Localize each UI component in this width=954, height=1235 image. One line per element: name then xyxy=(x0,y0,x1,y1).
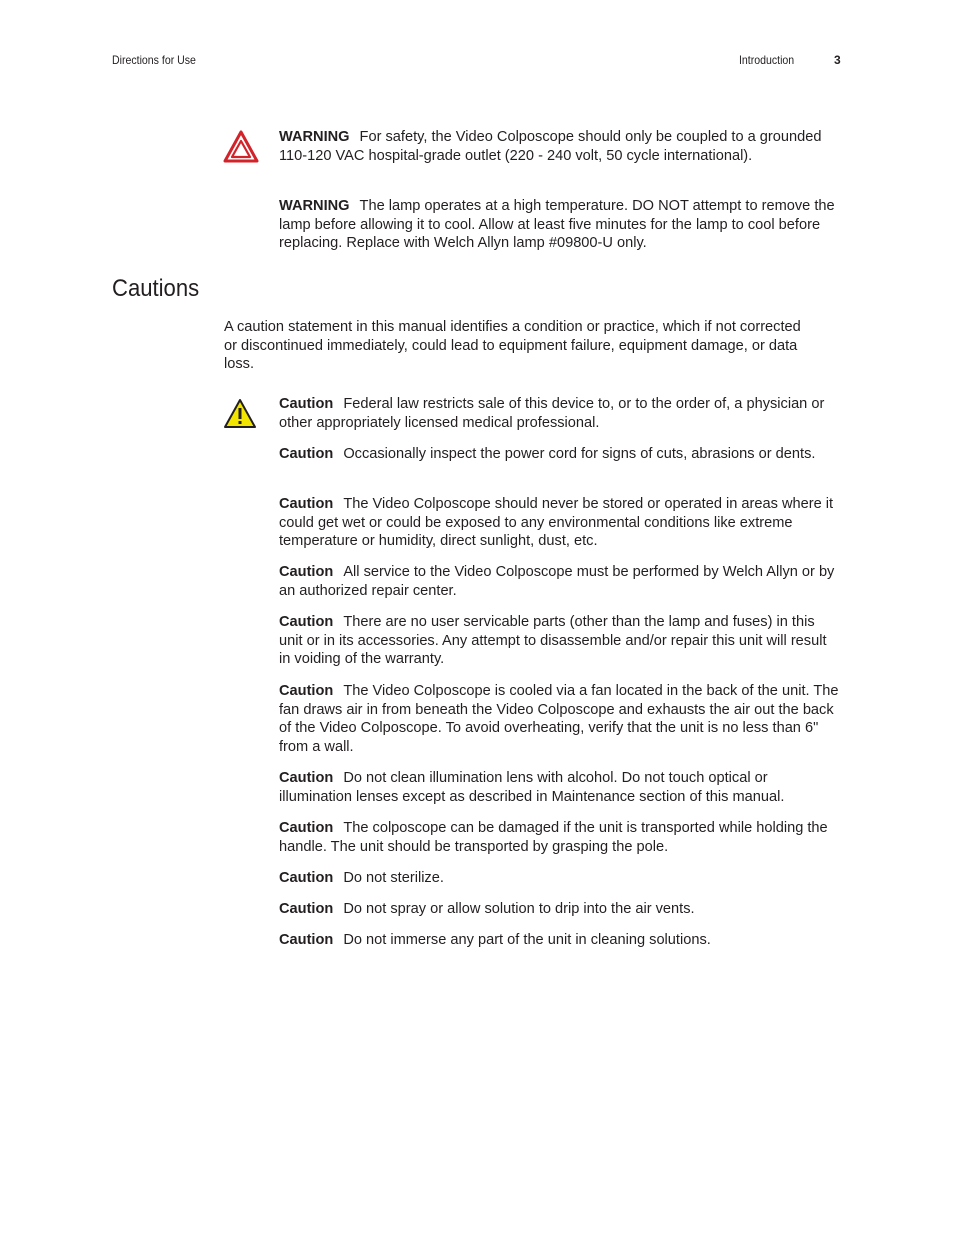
warning-text: The lamp operates at a high temperature. DO NOT attempt to remove the lamp before allowing it to cool. Allow at least five minutes for the lamp to cool before replacing. Replace with Welch Allyn lamp #09800-U only. xyxy=(279,198,835,252)
warning-label: WARNING xyxy=(279,198,350,214)
caution-text: Occasionally inspect the power cord for signs of cuts, abrasions or dents. xyxy=(343,446,816,462)
caution-text: Federal law restricts sale of this device to, or to the order of, a physician or other appropriately licensed medical professional. xyxy=(279,396,825,431)
caution-entry xyxy=(279,682,839,757)
caution-text: There are no user servicable parts (other than the lamp and fuses) in this unit or in its accessories. Any attempt to disassemble and/or repair this unit will result in voiding of the warranty. xyxy=(279,614,827,668)
caution-entry xyxy=(279,931,839,950)
caution-label: Caution xyxy=(279,683,334,699)
caution-entry xyxy=(279,563,839,600)
caution-label: Caution xyxy=(279,496,334,512)
section-intro: A caution statement in this manual identifies a condition or practice, which if not corrected or discontinued immediately, could lead to equipment failure, equipment damage, or data loss. xyxy=(224,319,801,373)
caution-label: Caution xyxy=(279,614,334,630)
caution-entry xyxy=(279,495,839,551)
caution-entry xyxy=(279,900,839,919)
caution-text: Do not immerse any part of the unit in cleaning solutions. xyxy=(343,932,711,948)
caution-text: Do not spray or allow solution to drip into the air vents. xyxy=(343,901,695,917)
warning-entry xyxy=(279,128,839,165)
caution-triangle-icon xyxy=(223,398,257,429)
caution-entry xyxy=(279,395,839,432)
caution-text: Do not sterilize. xyxy=(343,870,444,886)
warning-entry xyxy=(279,197,839,253)
header-section-title: Introduction xyxy=(739,53,795,67)
caution-label: Caution xyxy=(279,770,334,786)
caution-text: All service to the Video Colposcope must be performed by Welch Allyn or by an authorized repair center. xyxy=(279,564,835,599)
caution-label: Caution xyxy=(279,564,334,580)
caution-text: The Video Colposcope should never be stored or operated in areas where it could get wet or could be exposed to any environmental conditions like extreme temperature or humidity, direct sunlight, dust, etc. xyxy=(279,496,834,550)
caution-text: Do not clean illumination lens with alcohol. Do not touch optical or illumination lenses except as described in Maintenance section of this manual. xyxy=(279,770,785,805)
caution-label: Caution xyxy=(279,446,334,462)
caution-label: Caution xyxy=(279,870,334,886)
caution-entry xyxy=(279,819,839,856)
warning-text: For safety, the Video Colposcope should only be coupled to a grounded 110-120 VAC hospital-grade outlet (220 - 240 volt, 50 cycle international). xyxy=(279,129,822,164)
header-doc-title: Directions for Use xyxy=(112,53,196,67)
caution-label: Caution xyxy=(279,932,334,948)
caution-entry xyxy=(279,445,839,464)
warning-label: WARNING xyxy=(279,129,350,145)
page-number: 3 xyxy=(834,53,841,67)
caution-label: Caution xyxy=(279,396,334,412)
caution-label: Caution xyxy=(279,820,334,836)
section-heading: Cautions xyxy=(112,275,200,302)
caution-entry xyxy=(279,869,839,888)
caution-text: The colposcope can be damaged if the unit is transported while holding the handle. The unit should be transported by grasping the pole. xyxy=(279,820,828,855)
caution-label: Caution xyxy=(279,901,334,917)
caution-entry xyxy=(279,769,839,806)
caution-entry xyxy=(279,613,839,669)
warning-triangle-icon xyxy=(223,130,259,163)
caution-text: The Video Colposcope is cooled via a fan located in the back of the unit. The fan draws air in from beneath the Video Colposcope and exhausts the air out the back of the Video Colposcope. To avoid overheating, verify that the unit is no less than 6" from a wall. xyxy=(279,683,839,756)
